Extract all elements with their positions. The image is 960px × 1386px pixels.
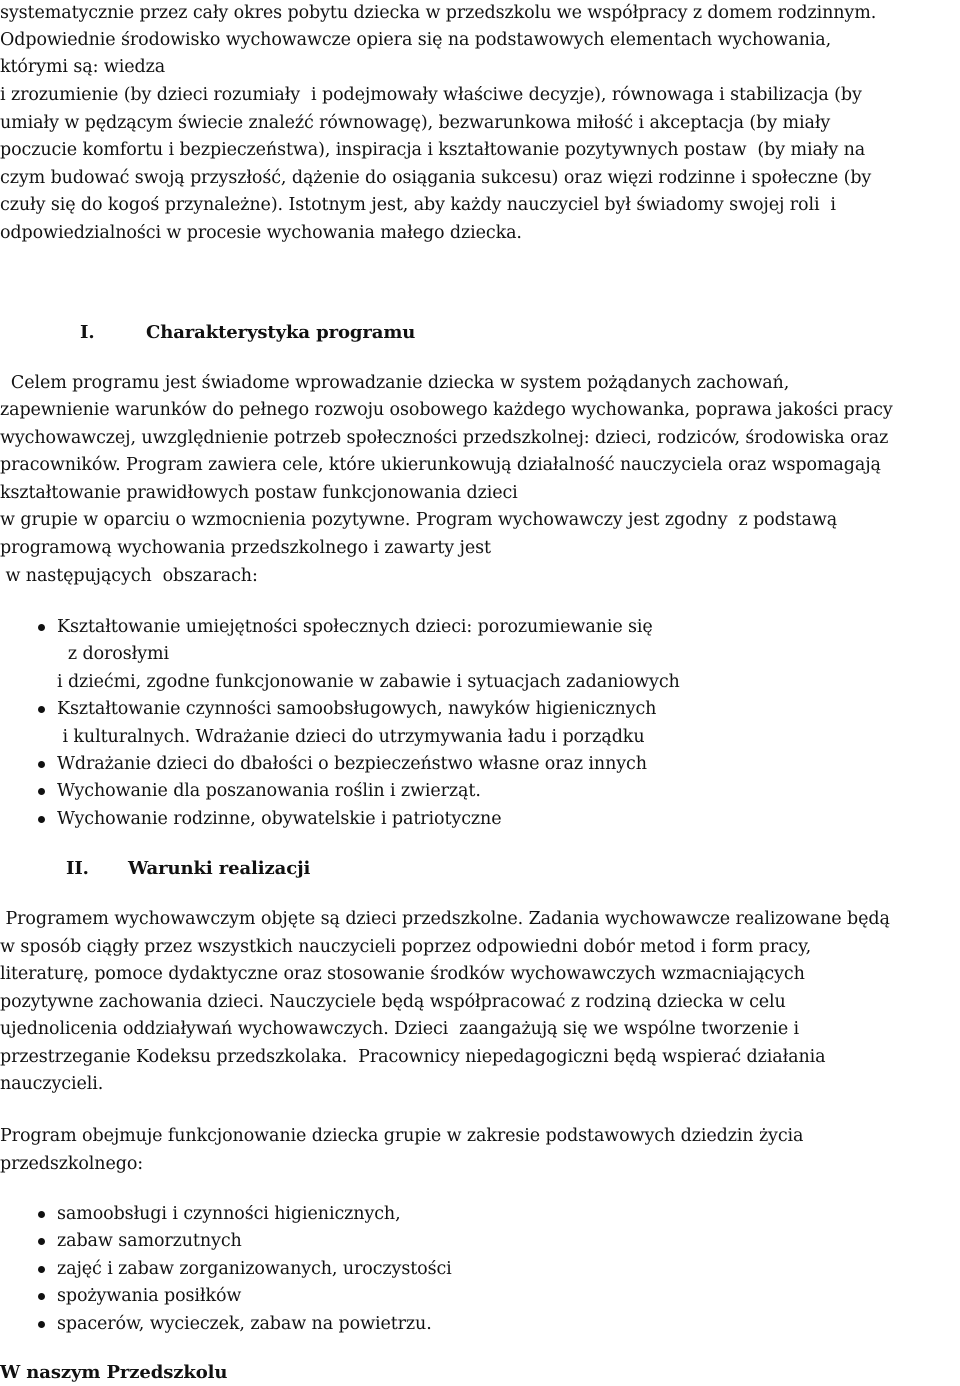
text-line: zabaw samorzutnych xyxy=(57,1231,242,1251)
bullet-icon xyxy=(38,1266,45,1273)
text-line: spacerów, wycieczek, zabaw na powietrzu. xyxy=(57,1314,432,1334)
text-line: spożywania posiłków xyxy=(57,1286,242,1306)
text-line: czuły się do kogoś przynależne). Istotnym jest, aby każdy nauczyciel był świadomy swojej roli i xyxy=(0,195,836,215)
text-line: wychowawczej, uwzględnienie potrzeb społeczności przedszkolnej: dzieci, rodziców, środowiska oraz xyxy=(0,428,889,448)
text-line: Wychowanie dla poszanowania roślin i zwierząt. xyxy=(57,781,481,801)
text-line: ujednolicenia oddziaływań wychowawczych. Dzieci zaangażują się we wspólne tworzenie i xyxy=(0,1019,800,1039)
text-line: w grupie w oparciu o wzmocnienia pozytywne. Program wychowawczy jest zgodny z podstawą xyxy=(0,510,838,530)
bullet-icon xyxy=(38,816,45,823)
bullet-icon xyxy=(38,1238,45,1245)
text-line: zajęć i zabaw zorganizowanych, uroczystości xyxy=(57,1259,452,1279)
text-line: Programem wychowawczym objęte są dzieci przedszkolne. Zadania wychowawcze realizowane będą xyxy=(0,909,890,929)
text-line: Program obejmuje funkcjonowanie dziecka grupie w zakresie podstawowych dziedzin życia xyxy=(0,1126,804,1146)
text-line: samoobsługi i czynności higienicznych, xyxy=(57,1204,401,1224)
text-line: przestrzeganie Kodeksu przedszkolaka. Pracownicy niepedagogiczni będą wspierać działania xyxy=(0,1047,826,1067)
bullet-icon xyxy=(38,624,45,631)
text-line: Wychowanie rodzinne, obywatelskie i patriotyczne xyxy=(57,809,502,829)
section-heading-3: W naszym Przedszkolu xyxy=(0,1362,228,1383)
text-line: nauczycieli. xyxy=(0,1074,104,1094)
text-line: kształtowanie prawidłowych postaw funkcjonowania dzieci xyxy=(0,483,518,503)
bullet-icon xyxy=(38,761,45,768)
text-line: którymi są: wiedza xyxy=(0,57,166,77)
section-title: Charakterystyka programu xyxy=(146,322,416,343)
text-line: Wdrażanie dzieci do dbałości o bezpieczeństwo własne oraz innych xyxy=(57,754,647,774)
text-line: literaturę, pomoce dydaktyczne oraz stosowanie środków wychowawczych wzmacniających xyxy=(0,964,805,984)
section-number: II. xyxy=(66,858,89,879)
text-line: systematycznie przez cały okres pobytu dziecka w przedszkolu we współpracy z domem rodzinnym. xyxy=(0,3,877,23)
text-line: w następujących obszarach: xyxy=(0,566,258,586)
text-line: i kulturalnych. Wdrażanie dzieci do utrzymywania ładu i porządku xyxy=(57,727,645,747)
text-line: i dziećmi, zgodne funkcjonowanie w zabawie i sytuacjach zadaniowych xyxy=(57,672,680,692)
text-line: przedszkolnego: xyxy=(0,1154,144,1174)
text-line: poczucie komfortu i bezpieczeństwa), inspiracja i kształtowanie pozytywnych postaw (by miały na xyxy=(0,140,866,160)
text-line: programową wychowania przedszkolnego i zawarty jest xyxy=(0,538,491,558)
text-line: czym budować swoją przyszłość, dążenie do osiągania sukcesu) oraz więzi rodzinne i społeczne (by xyxy=(0,168,872,188)
text-line: odpowiedzialności w procesie wychowania małego dziecka. xyxy=(0,223,522,243)
section-title: Warunki realizacji xyxy=(128,858,311,879)
text-line: Kształtowanie umiejętności społecznych dzieci: porozumiewanie się xyxy=(57,617,653,637)
bullet-icon xyxy=(38,1211,45,1218)
bullet-icon xyxy=(38,1321,45,1328)
bullet-icon xyxy=(38,788,45,795)
text-line: w sposób ciągły przez wszystkich nauczycieli poprzez odpowiedni dobór metod i form pracy, xyxy=(0,937,812,957)
text-line: Celem programu jest świadome wprowadzanie dziecka w system pożądanych zachowań, xyxy=(0,373,790,393)
text-line: zapewnienie warunków do pełnego rozwoju osobowego każdego wychowanka, poprawa jakości pracy xyxy=(0,400,893,420)
text-line: z dorosłymi xyxy=(57,644,169,664)
text-line: pozytywne zachowania dzieci. Nauczyciele będą współpracować z rodziną dziecka w celu xyxy=(0,992,786,1012)
text-line: umiały w pędzącym świecie znaleźć równowagę), bezwarunkowa miłość i akceptacja (by miały xyxy=(0,113,831,133)
bullet-icon xyxy=(38,706,45,713)
section-number: I. xyxy=(80,322,95,343)
text-line: Kształtowanie czynności samoobsługowych, nawyków higienicznych xyxy=(57,699,657,719)
text-line: Odpowiednie środowisko wychowawcze opiera się na podstawowych elementach wychowania, xyxy=(0,30,832,50)
text-line: i zrozumienie (by dzieci rozumiały i podejmowały właściwe decyzje), równowaga i stabilizacja (by xyxy=(0,85,862,105)
bullet-icon xyxy=(38,1293,45,1300)
text-line: pracowników. Program zawiera cele, które ukierunkowują działalność nauczyciela oraz wspomagają xyxy=(0,455,881,475)
